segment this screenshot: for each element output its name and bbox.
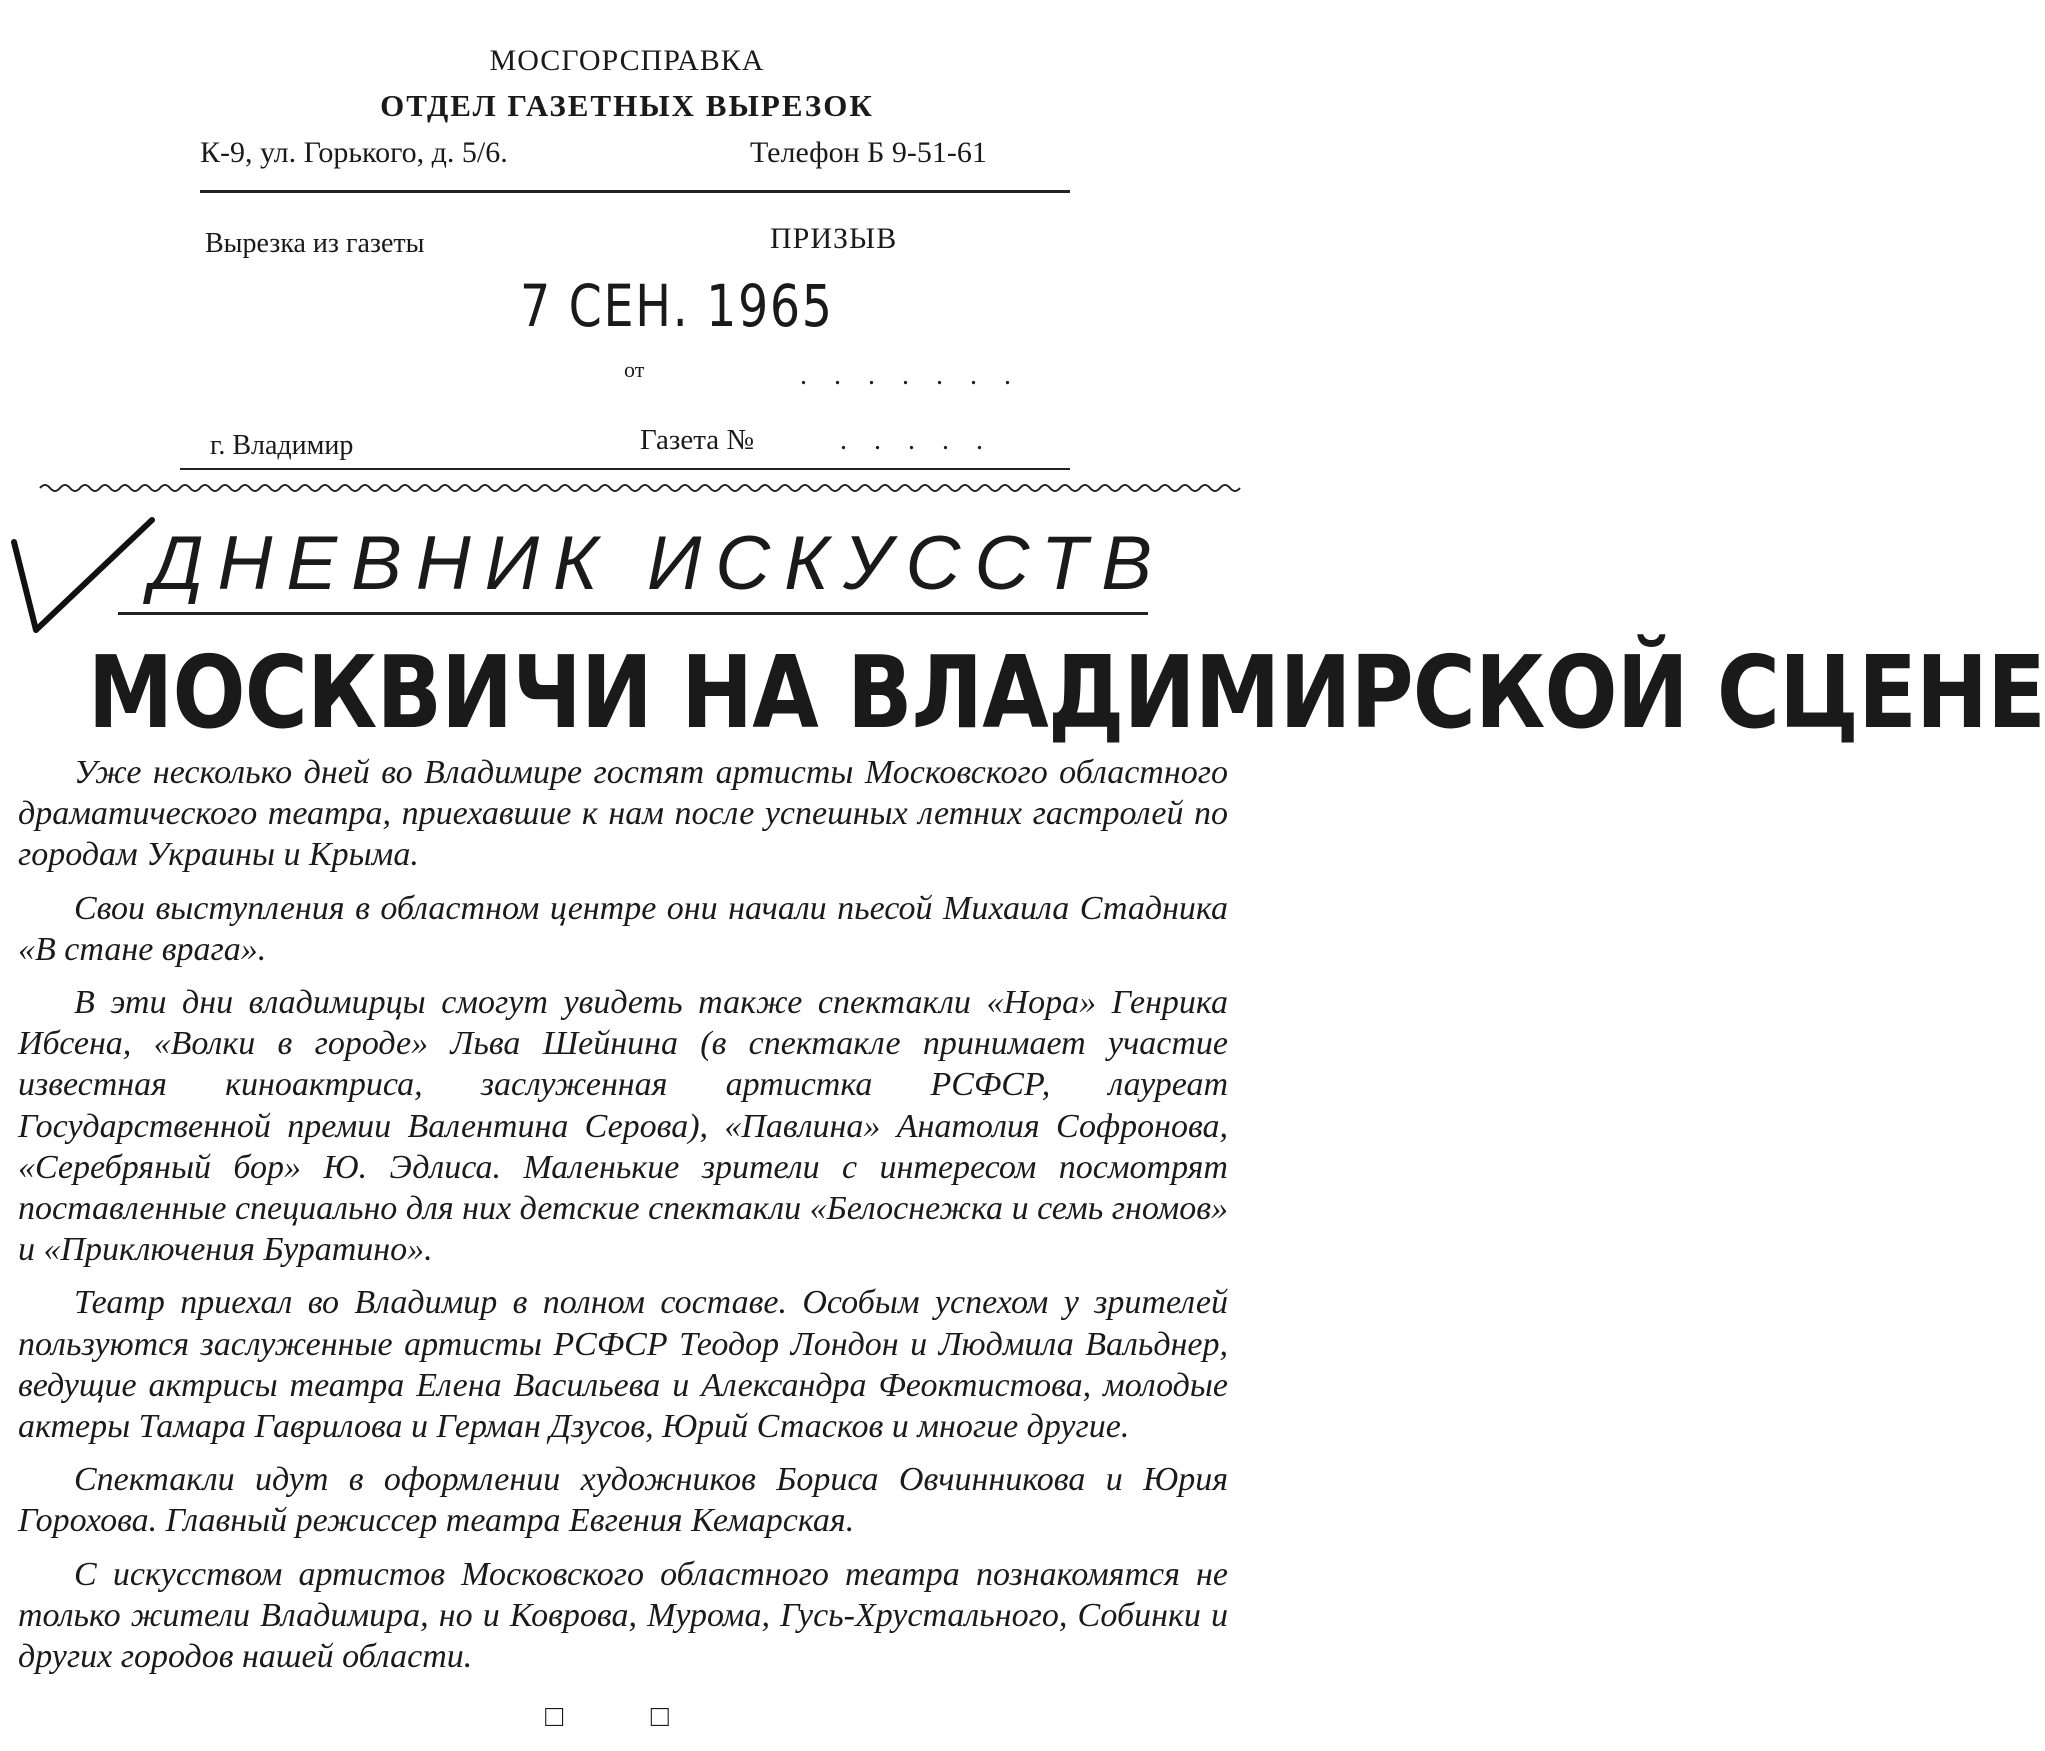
form-divider xyxy=(180,468,1070,470)
article-paragraph: В эти дни владимирцы смогут увидеть также спектакли «Нора» Генрика Ибсена, «Волки в городе» Льва Шейнина (в спектакле принимает участие известная киноактриса, заслуженная артистка РСФСР, лауреат Государственной премии Валентина Серова), «Павлина» Анатолия Софронова, «Серебряный бор» Ю. Эдлиса. Маленькие зрители с интересом посмотрят поставленные специально для них детские спектакли «Белоснежка и семь гномов» и «Приключения Буратино». xyxy=(18,984,1228,1269)
section-divider xyxy=(118,612,1148,615)
checkmark-icon xyxy=(6,520,156,640)
phone: Телефон Б 9-51-61 xyxy=(750,136,987,169)
department-name: ОТДЕЛ ГАЗЕТНЫХ ВЫРЕЗОК xyxy=(380,88,874,123)
headline: МОСКВИЧИ НА ВЛАДИМИРСКОЙ СЦЕНЕ xyxy=(87,634,2045,751)
address: К-9, ул. Горького, д. 5/6. xyxy=(200,136,508,169)
article-paragraph: Театр приехал во Владимир в полном составе. Особым успехом у зрителей пользуются заслуженные артисты РСФСР Теодор Лондон и Людмила Вальднер, ведущие актрисы театра Елена Васильева и Александра Феоктистова, молодые актеры Тамара Гаврилова и Герман Дзусов, Юрий Стасков и многие другие. xyxy=(18,1284,1228,1446)
end-marks: □ □ xyxy=(545,1700,709,1733)
article-body xyxy=(18,752,1228,1689)
organization-name: МОСГОРСПРАВКА xyxy=(489,44,765,77)
wavy-separator xyxy=(40,482,1240,494)
fill-dots: . . . . . xyxy=(840,425,993,456)
city-label: г. Владимир xyxy=(210,430,354,461)
article-paragraph: Свои выступления в областном центре они начали пьесой Михаила Стадника «В стане врага». xyxy=(18,889,1228,968)
fill-dots: . . . . . . . xyxy=(800,360,1021,391)
article-paragraph: Уже несколько дней во Владимире гостят артисты Московского областного драматического театра, приехавшие к нам после успешных летних гастролей по городам Украины и Крыма. xyxy=(18,754,1228,874)
issue-label: Газета № xyxy=(640,424,755,456)
newspaper-name: ПРИЗЫВ xyxy=(770,222,898,255)
article-paragraph: Спектакли идут в оформлении художников Бориса Овчинникова и Юрия Горохова. Главный режиссер театра Евгения Кемарская. xyxy=(18,1461,1228,1540)
section-title: ДНЕВНИК ИСКУССТВ xyxy=(150,521,1166,606)
clip-label: Вырезка из газеты xyxy=(205,228,425,259)
article-paragraph: С искусством артистов Московского областного театра познакомятся не только жители Владимира, но и Коврова, Мурома, Гусь-Хрустального, Собинки и других городов нашей области. xyxy=(18,1555,1228,1676)
date-stamp: 7 СЕН. 1965 xyxy=(520,272,834,340)
header-divider xyxy=(200,190,1070,193)
from-label: от xyxy=(624,357,645,382)
